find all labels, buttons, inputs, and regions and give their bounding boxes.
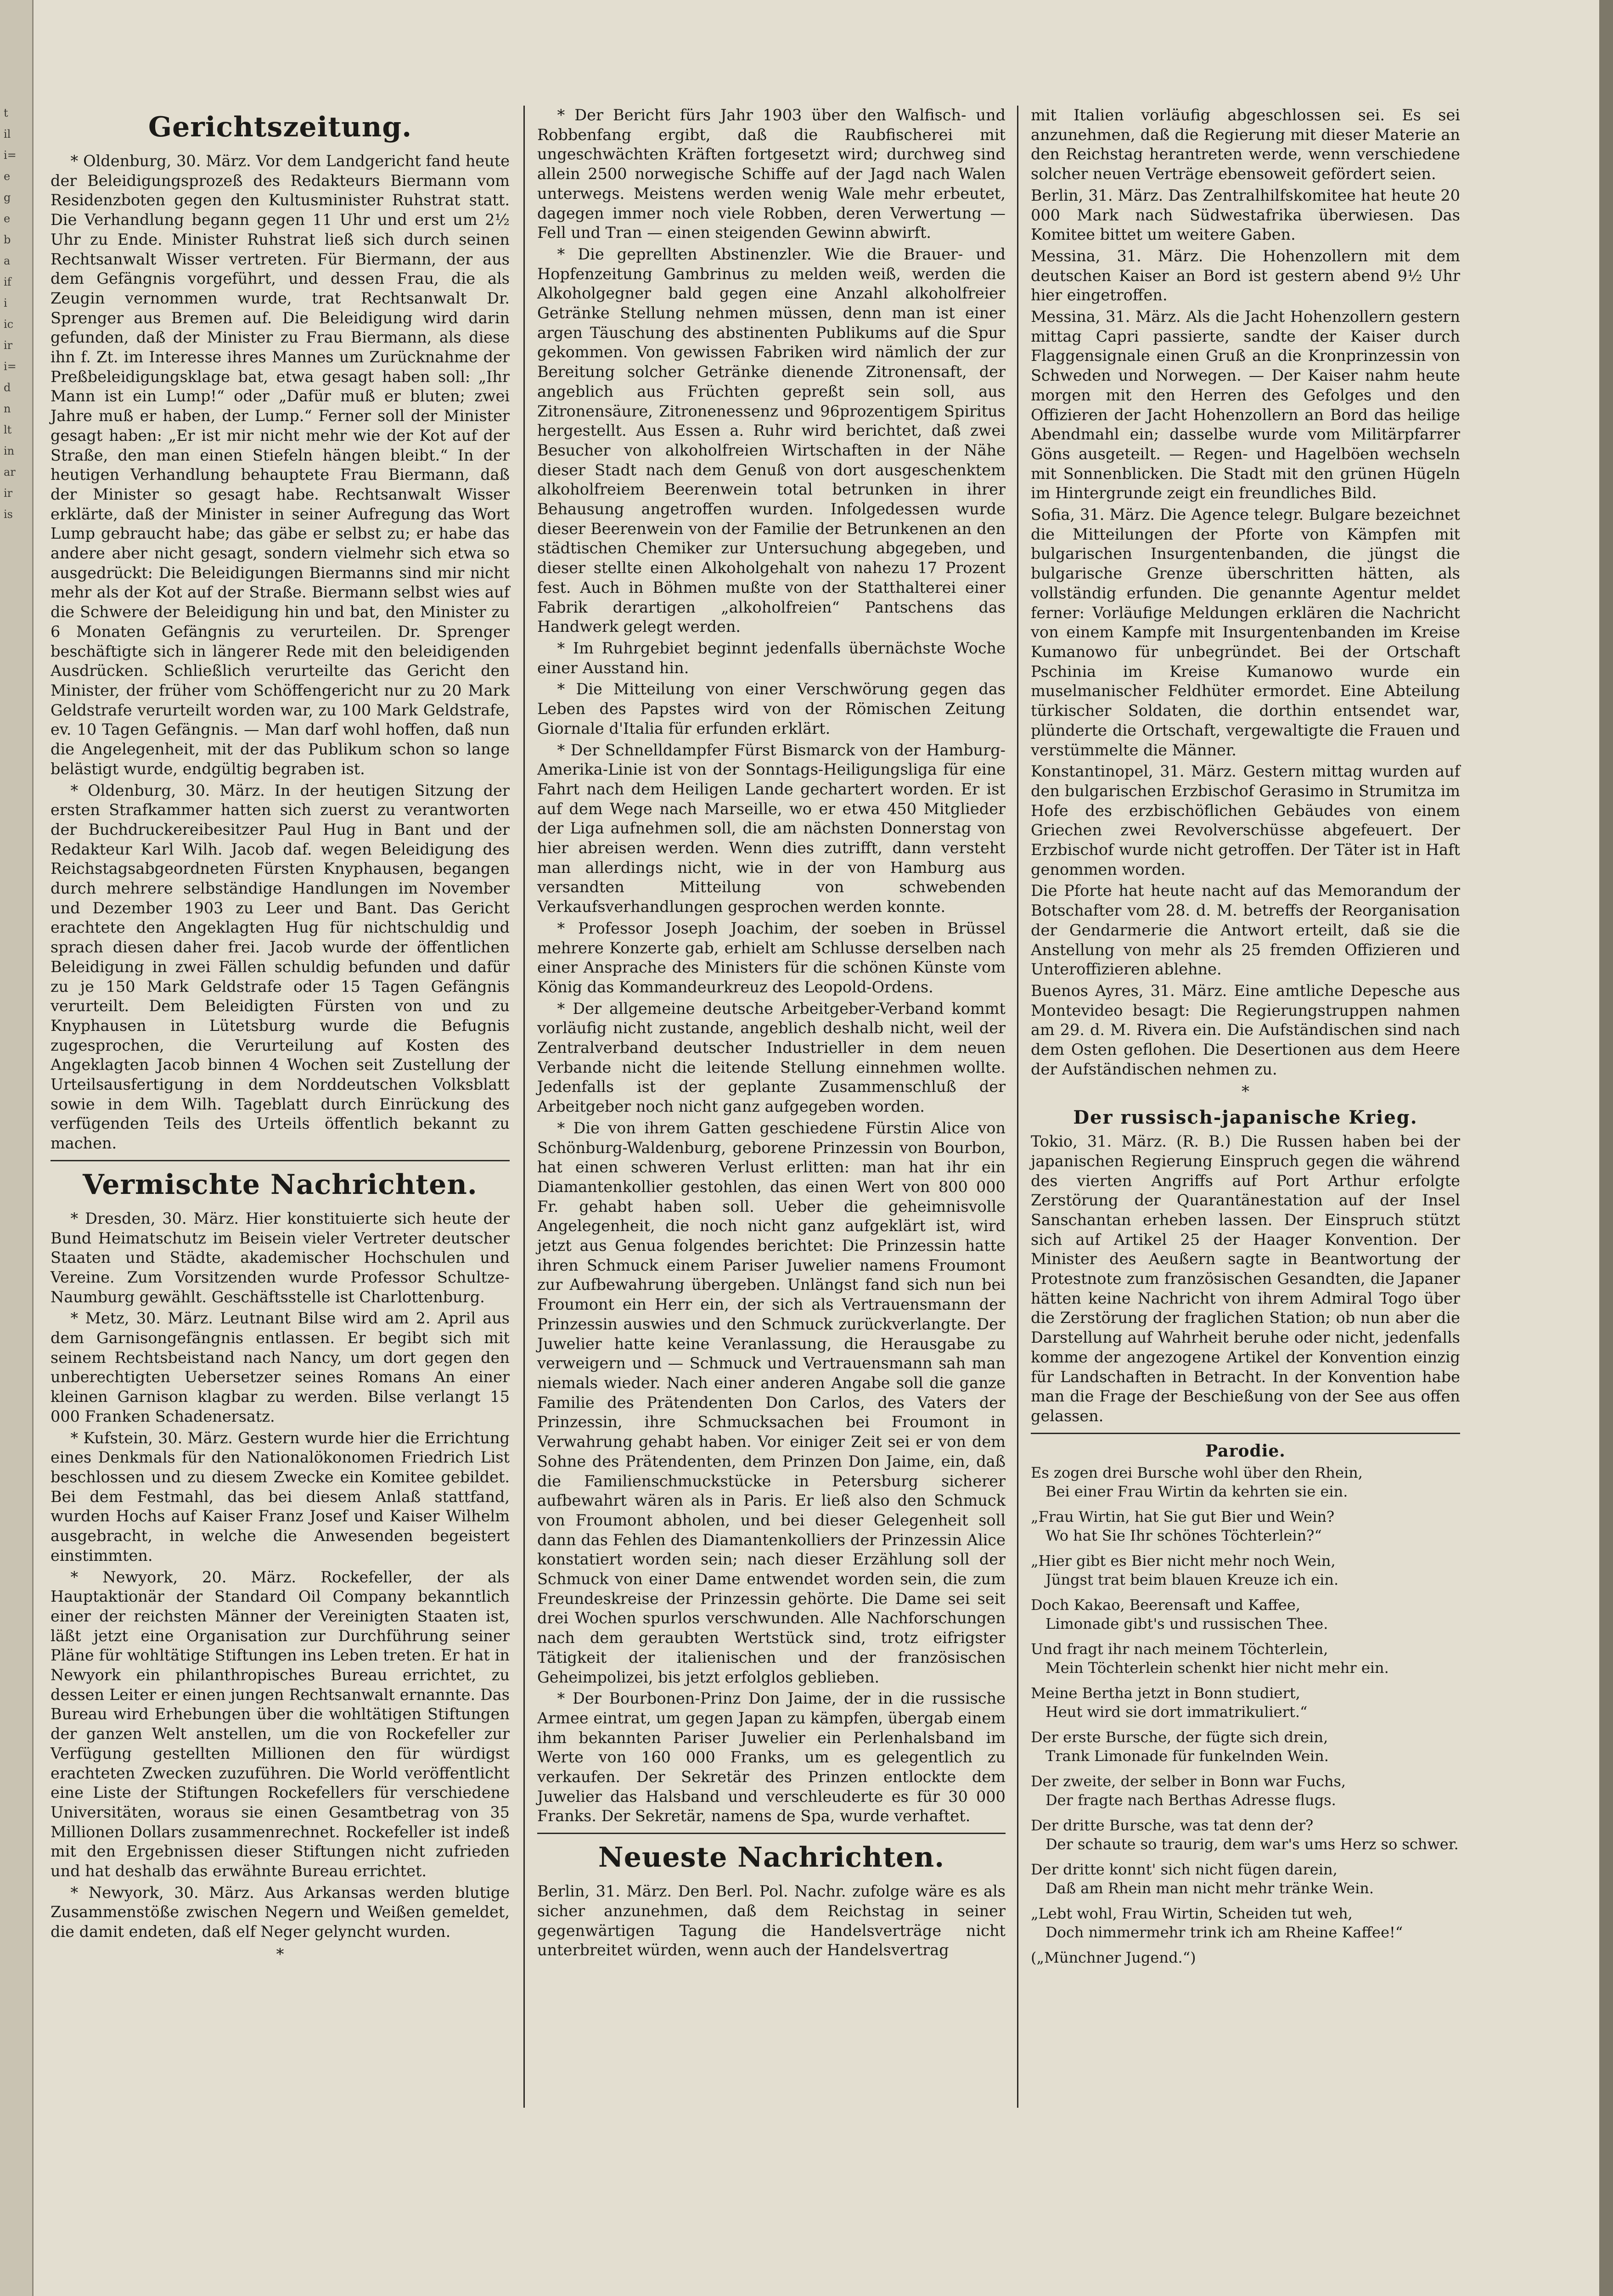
poem-line: Es zogen drei Bursche wohl über den Rhein, — [1031, 1463, 1363, 1481]
right-page-edge — [1599, 0, 1613, 2296]
poem-line: Der dritte Bursche, was tat denn der? — [1031, 1816, 1314, 1834]
column-rule — [523, 106, 525, 2108]
poem-line: Bei einer Frau Wirtin da kehrten sie ein. — [1045, 1482, 1348, 1500]
left-page-edge — [0, 0, 34, 2296]
poem-line: „Lebt wohl, Frau Wirtin, Scheiden tut weh, — [1031, 1904, 1353, 1922]
poem-stanza — [1031, 1816, 1460, 1854]
article-paragraph: * Der Bericht fürs Jahr 1903 über den Walfisch- und Robbenfang ergibt, daß die Raubfischerei mit ungeschwächten Kräften fortgesetzt wird; durchweg sind allein 2500 norwegische Schiffe auf der Jagd nach Walen unterwegs. Meistens werden wenig Wale mehr erbeutet, dagegen immer noch viele Robben, deren Verwertung — Fell und Tran — einen steigenden Gewinn abwirft. — [537, 106, 1006, 242]
article-paragraph: Messina, 31. März. Die Hohenzollern mit dem deutschen Kaiser an Bord ist gestern abend 9½ Uhr hier eingetroffen. — [1031, 247, 1460, 304]
section-heading-neueste: Neueste Nachrichten. — [598, 1841, 945, 1874]
article-paragraph: Buenos Ayres, 31. März. Eine amtliche Depesche aus Montevideo besagt: Die Regierungstruppen nahmen am 29. d. M. Rivera ein. Die Aufständischen sind nach dem Osten geflohen. Die Desertionen aus dem Heere der Aufständischen nehmen zu. — [1031, 981, 1460, 1078]
margin-fragment: b — [4, 233, 11, 246]
article-list — [1031, 1132, 1460, 1426]
poem-line: Doch nimmermehr trink ich am Rheine Kaffee!“ — [1045, 1923, 1403, 1941]
margin-fragment: ir — [4, 339, 13, 352]
poem-stanza — [1031, 1640, 1460, 1677]
poem-line: Der zweite, der selber in Bonn war Fuchs, — [1031, 1772, 1346, 1790]
article-paragraph: * Im Ruhrgebiet beginnt jedenfalls übernächste Woche einer Ausstand hin. — [537, 639, 1006, 677]
section-heading-vermischte: Vermischte Nachrichten. — [83, 1168, 478, 1201]
article-list — [51, 1209, 510, 1942]
margin-fragment: i — [4, 297, 7, 310]
poem-stanza — [1031, 1860, 1460, 1898]
margin-fragment: i= — [4, 360, 17, 373]
margin-fragment: lt — [4, 423, 12, 436]
poem-title: Parodie. — [1205, 1441, 1286, 1461]
margin-fragment: ic — [4, 318, 14, 331]
poem-source: („Münchner Jugend.“) — [1031, 1948, 1196, 1966]
margin-fragment: ar — [4, 466, 16, 478]
column-rule — [1017, 106, 1018, 2108]
article-paragraph: * Die Mitteilung von einer Verschwörung gegen das Leben des Papstes wird von der Römischen Zeitung Giornale d'Italia für erfunden erklärt. — [537, 680, 1006, 737]
article-paragraph: * Der allgemeine deutsche Arbeitgeber-Verband kommt vorläufig nicht zustande, angeblich deshalb nicht, weil der Zentralverband deutscher Industrieller in dem neuen Verbande nicht die leitende Stellung einnehmen wollte. Jedenfalls ist der geplante Zusammenschluß der Arbeitgeber noch nicht ganz aufgegeben worden. — [537, 999, 1006, 1116]
article-paragraph: * Oldenburg, 30. März. In der heutigen Sitzung der ersten Strafkammer hatten sich zuerst zu verantworten der Buchdruckereibesitzer Paul Hug in Bant und der Redakteur Karl Wilh. Jacob daf. wegen Beleidigung des Reichstagsabgeordneten Fürsten Knyphausen, begangen durch mehrere selbständige Handlungen im November und Dezember 1903 zu Leer und Bant. Das Gericht erachtete den Angeklagten Hug für nichtschuldig und sprach diesen daher frei. Jacob wurde der öffentlichen Beleidigung in zwei Fällen schuldig befunden und dafür zu je 150 Mark Geldstrafe oder 15 Tagen Gefängnis verurteilt. Dem Beleidigten Fürsten von und zu Knyphausen in Lütetsburg wurde die Befugnis zugesprochen, die Verurteilung auf Kosten des Angeklagten Jacob binnen 4 Wochen seit Zustellung der Urteilsausfertigung in dem Norddeutschen Volksblatt sowie in dem Wilh. Tageblatt durch Einrückung des verfügenden Teils des Urteils öffentlich bekannt zu machen. — [51, 781, 510, 1153]
poem-line: Daß am Rhein man nicht mehr tränke Wein. — [1045, 1879, 1374, 1897]
article-paragraph: Tokio, 31. März. (R. B.) Die Russen haben bei der japanischen Regierung Einspruch gegen die während des vierten Angriffs auf Port Arthur erfolgte Zerstörung der Quarantänestation auf der Insel Sanschantan erheben lassen. Der Einspruch stützt sich auf Artikel 25 der Haager Konvention. Der Minister des Aeußern sagte in Beantwortung der Protestnote zum französischen Gesandten, die Japaner hätten keine Nachricht von ihrem Admiral Togo über die Zerstörung der fraglichen Station; ob nun aber die Darstellung auf Wahrheit beruhe oder nicht, jedenfalls komme der angezogene Artikel der Konvention einzig für Landschaften in Betracht. In der Konvention habe man die Frage der Beschießung von der See aus offen gelassen. — [1031, 1132, 1460, 1425]
poem-stanza — [1031, 1772, 1460, 1810]
article-paragraph: * Die von ihrem Gatten geschiedene Fürstin Alice von Schönburg-Waldenburg, geborene Prinzessin von Bourbon, hat einen schweren Verlust erlitten: man hat ihr ein Diamantenkollier gestohlen, das einen Wert von 800 000 Fr. gehabt haben soll. Ueber die geheimnisvolle Angelegenheit, die noch nicht ganz aufgeklärt ist, wird jetzt aus Genua folgendes berichtet: Die Prinzessin hatte ihren Schmuck einem Pariser Juwelier namens Froumont zur Aufbewahrung übergeben. Unlängst fand sich nun bei Froumont ein Herr ein, der sich als Vertrauensmann der Prinzessin auswies und den Schmuck zurückverlangte. Der Juwelier hatte keine Veranlassung, die Herausgabe zu verweigern und — Schmuck und Vertrauensmann sah man niemals wieder. Nach einer anderen Angabe soll die ganze Familie des Prätendenten Don Carlos, des Vaters der Prinzessin, ihre Schmucksachen bei Froumont in Verwahrung gehabt haben. Vor einiger Zeit sei er von dem Sohne des Prätendenten, dem Prinzen Don Jaime, ein, daß die Familienschmuckstücke in Petersburg sicherer aufbewahrt wären als in Paris. Er ließ also den Schmuck von Froumont abholen, und bei dieser Gelegenheit soll dann das Fehlen des Diamantenkolliers der Prinzessin Alice konstatiert worden sein; nach dieser Erzählung soll der Schmuck von einer Dame entwendet worden sein, die zum Freundeskreise der Prinzessin gehörte. Die Dame sei seit drei Wochen spurlos verschwunden. Alle Nachforschungen nach dem geraubten Wertstück sind, trotz eifrigster Tätigkeit der italienischen und der französischen Geheimpolizei, bis jetzt erfolglos geblieben. — [537, 1119, 1006, 1686]
section-divider — [1031, 1433, 1460, 1434]
article-paragraph: * Kufstein, 30. März. Gestern wurde hier die Errichtung eines Denkmals für den Nationalökonomen Friedrich List beschlossen und zu diesem Zwecke ein Komitee gebildet. Bei dem Festmahl, das bei diesem Anlaß stattfand, wurden Hochs auf Kaiser Franz Josef und Kaiser Wilhelm ausgebracht, in welche die Anwesenden begeistert einstimmten. — [51, 1429, 510, 1564]
article-paragraph: * Der Schnelldampfer Fürst Bismarck von der Hamburg-Amerika-Linie ist von der Sonntags-Heiligungsliga für eine Fahrt nach dem Heiligen Lande gechartert worden. Er ist auf dem Wege nach Marseille, wo er etwa 450 Mitglieder der Liga aufnehmen soll, die am nächsten Donnerstag von hier abreisen werden. Wenn dies zutrifft, dann versteht man allerdings nicht, wie in der von Hamburg aus versandten Mitteilung von schwebenden Verkaufsverhandlungen gesprochen werden konnte. — [537, 741, 1006, 916]
margin-fragment: t — [4, 107, 8, 119]
subheading-russo-japanese-war: Der russisch-japanische Krieg. — [1073, 1107, 1418, 1129]
article-paragraph: Messina, 31. März. Als die Jacht Hohenzollern gestern mittag Capri passierte, sandte der Kaiser durch Flaggensignale einen Gruß an die Kronprinzessin von Schweden und Norwegen. — Der Kaiser nahm heute morgen mit den Herren des Gefolges und den Offizieren der Jacht Hohenzollern an Bord das heilige Abendmahl ein; dasselbe wurde vom Militärpfarrer Göns ausgeteilt. — Regen- und Hagelböen wechseln mit Sonnenblicken. Die Stadt mit den grünen Hügeln im Hintergrunde zeigt ein freundliches Bild. — [1031, 308, 1460, 502]
margin-fragment: a — [4, 254, 11, 267]
poem-line: Jüngst trat beim blauen Kreuze ich ein. — [1045, 1570, 1339, 1588]
article-paragraph: * Newyork, 30. März. Aus Arkansas werden blutige Zusammenstöße zwischen Negern und Weißen gemeldet, die damit endeten, daß elf Neger gelyncht wurden. — [51, 1883, 510, 1941]
article-paragraph: mit Italien vorläufig abgeschlossen sei. Es sei anzunehmen, daß die Regierung mit dieser Materie an den Reichstag herantreten werde, wenn verschiedene solcher neuen Verträge ebensoweit gefördert seien. — [1031, 106, 1460, 183]
margin-fragment: g — [4, 191, 11, 204]
poem-line: Der erste Bursche, der fügte sich drein, — [1031, 1728, 1328, 1746]
margin-fragment: il — [4, 128, 11, 141]
poem-stanza — [1031, 1728, 1460, 1766]
poem-line: Der dritte konnt' sich nicht fügen darein, — [1031, 1860, 1338, 1878]
article-paragraph: Sofia, 31. März. Die Agence telegr. Bulgare bezeichnet die Mitteilungen der Pforte von Kämpfen mit bulgarischen Insurgentenbanden, die jüngst die bulgarische Grenze überschritten hätten, als vollständig erfunden. Die genannte Agentur meldet ferner: Vorläufige Meldungen erklären die Nachricht von einem Kampfe mit Insurgentenbanden im Kreise Kumanowo für unbegründet. Bei der Ortschaft Pschinia im Kreise Kumanowo wurde ein muselmanischer Feldhüter ermordet. Eine Abteilung türkischer Soldaten, die dorthin entsendet war, plünderte die Ortschaft, vergewaltigte die Frauen und verstümmelte die Männer. — [1031, 506, 1460, 759]
margin-fragment: if — [4, 276, 11, 288]
poem-line: Der fragte nach Berthas Adresse flugs. — [1045, 1791, 1336, 1809]
margin-fragment: e — [4, 212, 11, 225]
asterisk-separator: * — [1242, 1082, 1249, 1101]
margin-fragment: e — [4, 170, 11, 183]
article-paragraph: * Newyork, 20. März. Rockefeller, der als Hauptaktionär der Standard Oil Company bekanntlich einer der reichsten Männer der Vereinigten Staaten ist, läßt jetzt eine Organisation zur Durchführung seiner Pläne für wohltätige Stiftungen ins Leben treten. Er hat in Newyork ein philanthropisches Bureau errichtet, zu dessen Leiter er einen jungen Rechtsanwalt ernannte. Das Bureau wird Erhebungen über die wohltätigen Stiftungen der ganzen Welt anstellen, um die von Rockefeller zur Verfügung gestellten Millionen den für würdigst erachteten Zwecken zuzuführen. Die World veröffentlicht eine Liste der Stiftungen Rockefellers für verschiedene Universitäten, woraus sie einen Gesamtbetrag von 35 Millionen Dollars zusammenrechnet. Rockefeller ist indeß mit den Ergebnissen dieser Stiftungen nicht zufrieden und hat deshalb das erwähnte Bureau errichtet. — [51, 1568, 510, 1880]
section-heading-gerichtszeitung: Gerichtszeitung. — [148, 111, 412, 143]
margin-fragment: i= — [4, 149, 17, 162]
poem-line: Und fragt ihr nach meinem Töchterlein, — [1031, 1640, 1328, 1658]
poem-stanza — [1031, 1508, 1460, 1545]
article-paragraph: * Professor Joseph Joachim, der soeben in Brüssel mehrere Konzerte gab, erhielt am Schlusse derselben nach einer Ansprache des Ministers für die schönen Künste vom König das Kommandeurkreuz des Leopold-Ordens. — [537, 919, 1006, 996]
column-1 — [51, 106, 510, 1964]
article-paragraph: Berlin, 31. März. Das Zentralhilfskomitee hat heute 20 000 Mark nach Südwestafrika überwiesen. Das Komitee bittet um weitere Gaben. — [1031, 186, 1460, 244]
poem-stanza — [1031, 1596, 1460, 1633]
poem-stanza — [1031, 1552, 1460, 1589]
poem-line: Limonade gibt's und russischen Thee. — [1045, 1615, 1328, 1632]
poem-stanza — [1031, 1463, 1460, 1501]
article-paragraph: * Die geprellten Abstinenzler. Wie die Brauer- und Hopfenzeitung Gambrinus zu melden weiß, werden die Alkoholgegner bald gegen eine Anzahl alkoholfreier Getränke Stellung nehmen müssen, denn man ist einer argen Täuschung des abstinenten Publikums auf die Spur gekommen. Von gewissen Fabriken wird nämlich der zur Bereitung solcher Getränke dienende Zitronensaft, der angeblich aus Früchten gepreßt sein soll, aus Zitronensäure, Zitronenessenz und 96prozentigem Spiritus hergestellt. Aus Essen a. Ruhr wird berichtet, daß zwei Besucher von alkoholfreien Wirtschaften in der Nähe dieser Stadt nach dem Genuß von dort ausgeschenktem alkoholfreiem Beerenwein total betrunken in ihrer Behausung angetroffen wurden. Infolgedessen wurde dieser Beerenwein von der Familie der Betrunkenen an den städtischen Chemiker zur Untersuchung abgegeben, und dieser stellte einen Alkoholgehalt von nahezu 17 Prozent fest. Auch in Böhmen mußte von der Statthalterei einer Fabrik derartigen „alkoholfreien“ Pantschens das Handwerk gelegt werden. — [537, 245, 1006, 636]
article-list — [537, 1882, 1006, 1960]
article-paragraph: * Metz, 30. März. Leutnant Bilse wird am 2. April aus dem Garnisongefängnis entlassen. Er begibt sich mit seinem Rechtsbeistand nach Nancy, um dort gegen den unberechtigten Uebersetzer seines Romans An einer kleinen Garnison klagbar zu werden. Bilse verlangt 15 000 Franken Schadenersatz. — [51, 1309, 510, 1425]
poem-stanza — [1031, 1904, 1460, 1942]
poem-line: „Hier gibt es Bier nicht mehr noch Wein, — [1031, 1552, 1336, 1570]
poem-stanza — [1031, 1684, 1460, 1722]
article-paragraph: Konstantinopel, 31. März. Gestern mittag wurden auf den bulgarischen Erzbischof Gerasimo in Strumitza im Hofe des erzbischöflichen Gebäudes von einem Griechen zwei Revolverschüsse abgefeuert. Der Erzbischof wurde nicht getroffen. Der Täter ist in Haft genommen worden. — [1031, 762, 1460, 878]
margin-fragment: is — [4, 508, 13, 521]
article-paragraph: Die Pforte hat heute nacht auf das Memorandum der Botschafter vom 28. d. M. betreffs der Reorganisation der Gendarmerie die Antwort erteilt, daß sie die Anstellung von mehr als 25 fremden Offizieren und Unteroffizieren ablehne. — [1031, 882, 1460, 979]
article-paragraph: * Dresden, 30. März. Hier konstituierte sich heute der Bund Heimatschutz im Beisein vieler Vertreter deutscher Staaten und Städte, akademischer Hochschulen und Vereine. Zum Vorsitzenden wurde Professor Schultze-Naumburg gewählt. Geschäftsstelle ist Charlottenburg. — [51, 1209, 510, 1306]
poem-line: „Frau Wirtin, hat Sie gut Bier und Wein? — [1031, 1508, 1335, 1525]
article-list — [537, 106, 1006, 1826]
poem — [1031, 1463, 1460, 1942]
poem-line: Meine Bertha jetzt in Bonn studiert, — [1031, 1684, 1300, 1702]
column-3 — [1031, 106, 1460, 1967]
article-paragraph: * Der Bourbonen-Prinz Don Jaime, der in die russische Armee eintrat, um gegen Japan zu kämpfen, übergab einem ihm bekannten Pariser Juwelier ein Perlenhalsband im Werte von 160 000 Franks, um es gelegentlich zu verkaufen. Der Sekretär des Prinzen entlockte dem Juwelier das Halsband und verschleuderte es für 30 000 Franks. Der Sekretär, namens de Spa, wurde verhaftet. — [537, 1689, 1006, 1825]
margin-fragment: ir — [4, 487, 13, 500]
poem-line: Doch Kakao, Beerensaft und Kaffee, — [1031, 1596, 1300, 1614]
asterisk-separator: * — [276, 1945, 284, 1964]
section-divider — [51, 1160, 510, 1161]
poem-line: Wo hat Sie Ihr schönes Töchterlein?“ — [1045, 1526, 1322, 1544]
margin-fragment: n — [4, 402, 11, 415]
article-list — [51, 152, 510, 1154]
column-2 — [537, 106, 1006, 1962]
article-paragraph: Berlin, 31. März. Den Berl. Pol. Nachr. zufolge wäre es als sicher anzunehmen, daß dem Reichstag in seiner gegenwärtigen Tagung die Handelsverträge nicht unterbreitet würden, wenn auch der Handelsvertrag — [537, 1882, 1006, 1959]
margin-fragment: d — [4, 381, 11, 394]
article-list — [1031, 106, 1460, 1079]
poem-line: Heut wird sie dort immatrikuliert.“ — [1045, 1703, 1308, 1721]
poem-line: Mein Töchterlein schenkt hier nicht mehr ein. — [1045, 1659, 1389, 1677]
poem-line: Der schaute so traurig, dem war's ums Herz so schwer. — [1045, 1835, 1459, 1853]
poem-line: Trank Limonade für funkelnden Wein. — [1045, 1747, 1329, 1765]
section-divider — [537, 1833, 1006, 1834]
article-paragraph: * Oldenburg, 30. März. Vor dem Landgericht fand heute der Beleidigungsprozeß des Redakteurs Biermann vom Residenzboten gegen den Kultusminister Ruhstrat statt. Die Verhandlung begann gegen 11 Uhr und erst um 2½ Uhr zu Ende. Minister Ruhstrat ließ sich durch seinen Rechtsanwalt Wisser vertreten. Für Biermann, der aus dem Gefängnis vorgeführt, und dessen Frau, die als Zeugin vernommen wurde, trat Rechtsanwalt Dr. Sprenger aus Bremen auf. Die Beleidigung wird darin gefunden, daß der Minister zu Frau Biermann, als diese ihn f. Zt. im Interesse ihres Mannes um Zurücknahme der Preßbeleidigungsklage bat, etwa gesagt haben soll: „Ihr Mann ist ein Lump!“ oder „Dafür muß er bluten; zwei Jahre muß er haben, der Lump.“ Ferner soll der Minister gesagt haben: „Er ist mir nicht mehr wie der Kot auf der Straße, den man einen Stiefeln hängen bleibt.“ In der heutigen Verhandlung behauptete Frau Biermann, daß der Minister so gesagt habe. Rechtsanwalt Wisser erklärte, daß der Minister in seiner Aufregung das Wort Lump gebraucht habe; das gäbe er selbst zu; er habe das andere aber nicht gesagt, sondern vielmehr sich etwa so ausgedrückt: Die Beleidigungen Biermanns sind mir nicht mehr als der Kot auf der Straße. Biermann selbst wies auf die Schwere der Beleidigung hin und bat, den Minister zu 6 Monaten Gefängnis zu verurteilen. Dr. Sprenger beschäftigte sich in längerer Rede mit den beleidigenden Ausdrücken. Schließlich verurteilte das Gericht den Minister, der früher vom Schöffengericht nur zu 20 Mark Geldstrafe verurteilt worden war, zu 100 Mark Geldstrafe, ev. 10 Tagen Gefängnis. — Man darf wohl hoffen, daß nun die Angelegenheit, mit der das Publikum schon so lange belästigt wurde, endgültig begraben ist. — [51, 152, 510, 778]
newspaper-page — [51, 106, 1460, 2140]
margin-fragment: in — [4, 445, 15, 457]
